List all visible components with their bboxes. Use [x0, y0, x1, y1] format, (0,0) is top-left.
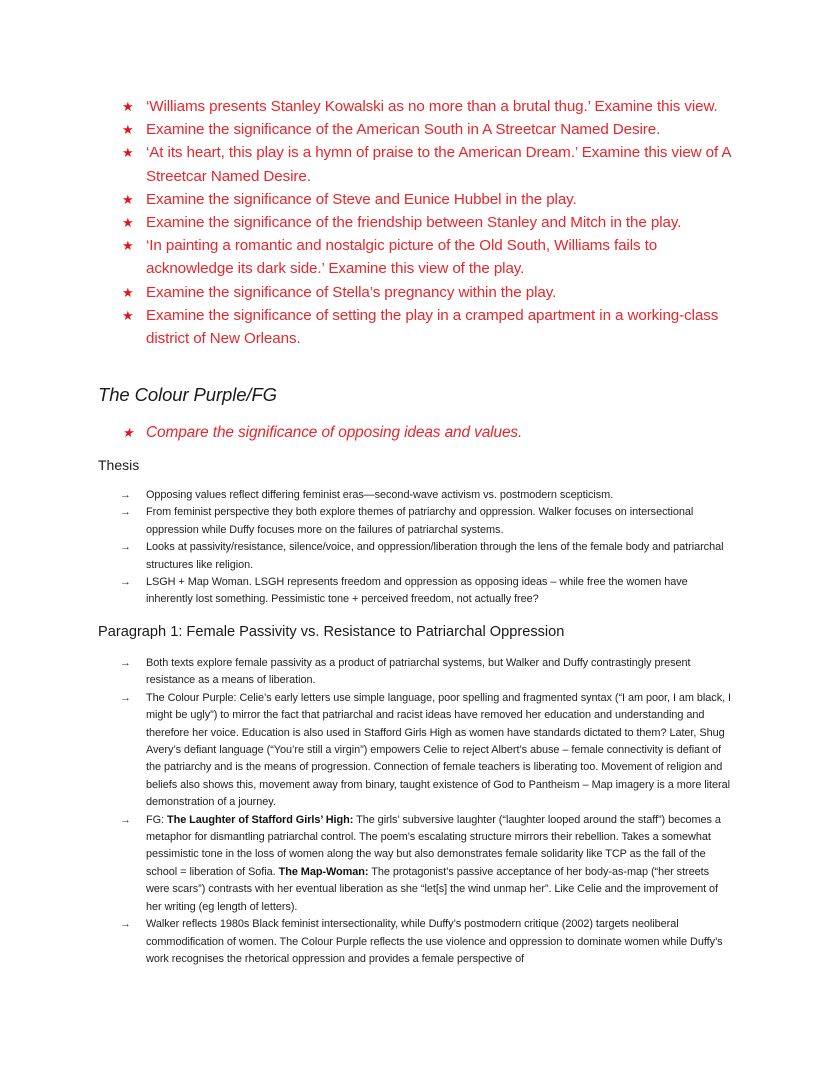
question-text: Examine the significance of the American South in A Streetcar Named Desire. [146, 121, 661, 139]
arrow-bullet-icon: → [120, 813, 131, 826]
point-body: The protagonist’s passive acceptance of her body-as-map (“her streets were scars”) contrasts with her eventual liberation as she “let[s] the wind unmap her”. Like Celie and the improvement of her writing (eg length of letters). [146, 865, 719, 913]
star-bullet-icon: ★ [122, 425, 134, 440]
question-text: ‘Williams presents Stanley Kowalski as no more than a brutal thug.’ Examine this view. [146, 98, 718, 115]
point-text [146, 814, 721, 913]
question-text: Examine the significance of Stella’s pregnancy within the play. [146, 283, 557, 301]
thesis-point [120, 487, 735, 504]
paragraph-point [120, 690, 735, 812]
question-text: Examine the significance of setting the play in a cramped apartment in a working-class district of New Orleans. [146, 306, 719, 348]
paragraph-point [120, 916, 735, 968]
star-bullet-icon: ★ [122, 122, 134, 138]
poem-title-map-woman: The Map-Woman: [278, 865, 369, 878]
point-text: LSGH + Map Woman. LSGH represents freedom and oppression as opposing ideas – while free the women have inherently lost something. Pessimistic tone + perceived freedom, not actually free? [146, 576, 688, 606]
question-item [120, 188, 740, 211]
point-prefix: FG: [146, 813, 167, 826]
question-item [120, 141, 740, 187]
star-bullet-icon: ★ [122, 191, 134, 207]
point-text: The Colour Purple: Celie’s early letters use simple language, poor spelling and fragmented syntax (“I am poor, I am black, I might be ugly”) to mirror the fact that patriarchal and racist ideas have removed her education and understanding and therefore her voice. Education is also used in Stafford Girls High as women have standards dictated to them? Later, Shug Avery’s defiant language (“You’re still a virgin”) empowers Celie to reject Albert’s abuse – female connectivity is defiant of the patriarchy and is the means of progression. Connection of female teachers is liberating too. Movement of religion and beliefs also shows this, movement away from binary, taught existence of God to Pantheism – Map imagery is a more literal demonstration of a journey. [146, 691, 732, 809]
question-item [120, 211, 740, 234]
question-text: ‘At its heart, this play is a hymn of praise to the American Dream.’ Examine this view of A Streetcar Named Desire. [146, 144, 731, 185]
paragraph-point [120, 655, 735, 690]
point-text: Opposing values reflect differing feminist eras—second-wave activism vs. postmodern scepticism. [146, 489, 614, 501]
arrow-bullet-icon: → [120, 489, 131, 501]
paragraph1-points [120, 655, 735, 968]
question-item [120, 421, 740, 444]
section-question-list [120, 421, 740, 444]
question-item [120, 118, 740, 141]
paragraph-point [120, 812, 735, 916]
point-body: The girls’ subversive laughter (“laughter looped around the staff”) becomes a metaphor for dismantling patriarchal control. The poem’s escalating structure mirrors their rebellion. Takes a somewhat pessimistic tone in the loss of women along the way but also demonstrates female solidarity like TCP as the fall of the school = liberation of Sofia. [146, 813, 721, 878]
point-text: Looks at passivity/resistance, silence/voice, and oppression/liberation through the lens of the female body and patriarchal structures like religion. [146, 541, 724, 571]
thesis-point [120, 539, 735, 574]
star-bullet-icon: ★ [122, 238, 134, 254]
section-heading: The Colour Purple/FG [98, 384, 277, 405]
question-text: Examine the significance of Steve and Eunice Hubbel in the play. [146, 190, 577, 208]
point-text: Walker reflects 1980s Black feminist intersectionality, while Duffy’s postmodern critique (2002) targets neoliberal commodification of women. The Colour Purple reflects the use violence and oppression to dominate women while Duffy’s work recognises the rhetorical oppression and provides a female perspective of [146, 918, 723, 965]
paragraph1-heading: Paragraph 1: Female Passivity vs. Resistance to Patriarchal Oppression [98, 624, 565, 640]
question-item [120, 234, 740, 280]
star-bullet-icon: ★ [122, 215, 134, 231]
question-item [120, 95, 740, 118]
point-text: Both texts explore female passivity as a product of patriarchal systems, but Walker and Duffy contrastingly present resistance as a means of liberation. [146, 657, 691, 687]
thesis-points [120, 487, 735, 609]
arrow-bullet-icon: → [120, 657, 131, 669]
poem-title-laughter: The Laughter of Stafford Girls’ High: [166, 813, 354, 826]
star-bullet-icon: ★ [122, 145, 134, 161]
question-item [120, 281, 740, 304]
arrow-bullet-icon: → [120, 506, 131, 519]
point-text: From feminist perspective they both explore themes of patriarchy and oppression. Walker focuses on intersectional oppression while Duffy focuses more on the failures of patriarchal systems. [146, 506, 694, 536]
question-text: Examine the significance of the friendship between Stanley and Mitch in the play. [146, 214, 682, 232]
thesis-point [120, 504, 735, 539]
star-bullet-icon: ★ [122, 284, 134, 300]
arrow-bullet-icon: → [120, 576, 131, 589]
arrow-bullet-icon: → [120, 918, 131, 931]
arrow-bullet-icon: → [120, 691, 131, 704]
thesis-point [120, 574, 735, 609]
star-bullet-icon: ★ [122, 99, 134, 114]
arrow-bullet-icon: → [120, 541, 131, 554]
thesis-label: Thesis [98, 457, 140, 473]
star-bullet-icon: ★ [122, 307, 134, 323]
question-item [120, 304, 740, 350]
streetcar-question-list [120, 95, 740, 350]
question-text: Compare the significance of opposing ideas and values. [146, 424, 523, 441]
question-text: ‘In painting a romantic and nostalgic picture of the Old South, Williams fails to acknowledge its dark side.’ Examine this view of the play. [146, 237, 658, 278]
